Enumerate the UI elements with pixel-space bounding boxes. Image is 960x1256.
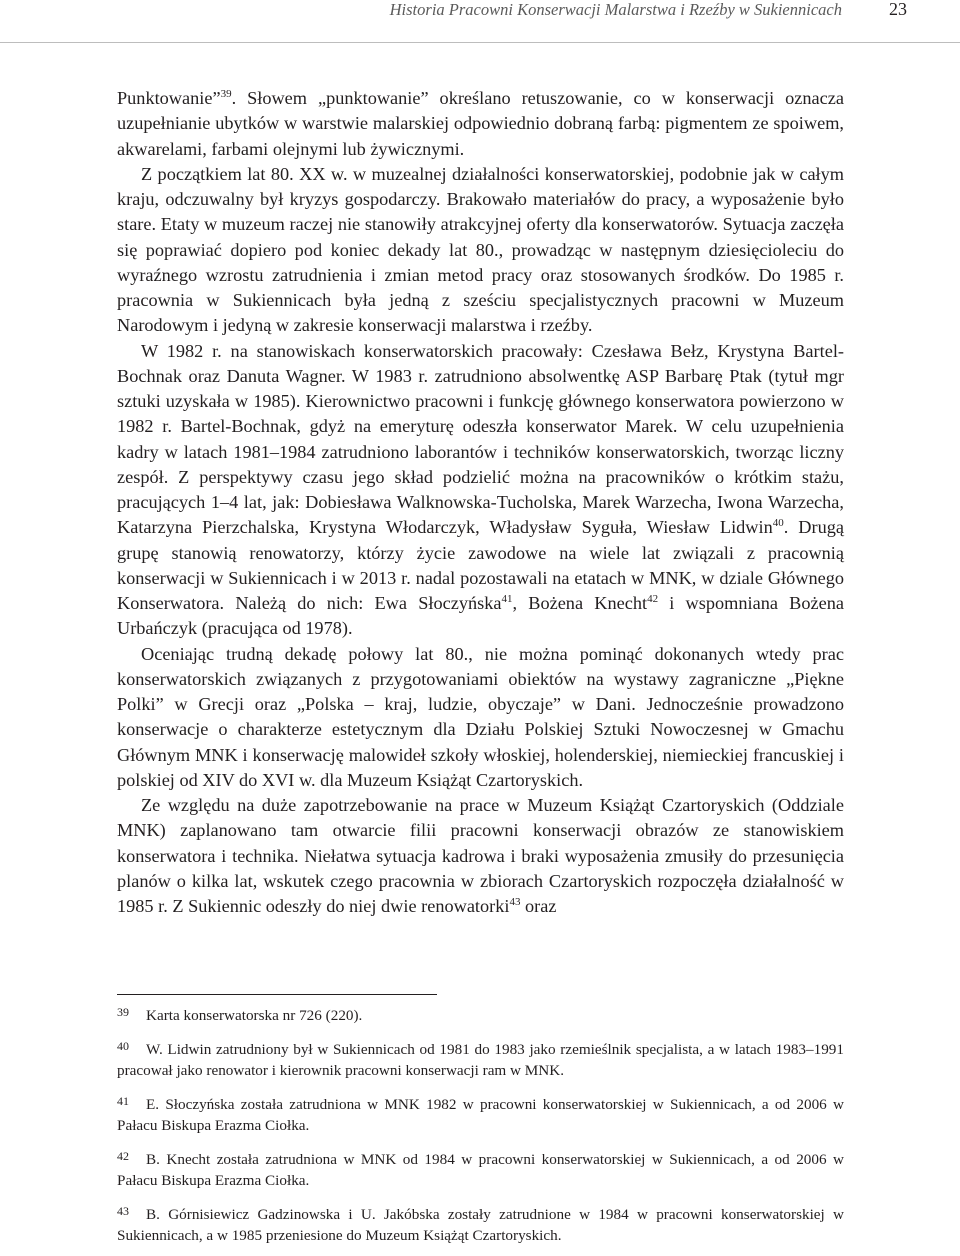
running-title: Historia Pracowni Konserwacji Malarstwa i Rzeźby w Sukiennicach xyxy=(389,0,842,19)
body-text xyxy=(117,86,844,919)
footnote-text: B. Górnisiewicz Gadzinowska i U. Jakóbska zostały zatrudnione w 1984 w pracowni konserwatorskiej w Sukiennicach, a w 1985 przeniesione do Muzeum Książąt Czartoryskich. xyxy=(117,1206,844,1244)
paragraph-text: , Bożena Knecht xyxy=(512,593,648,613)
page-header xyxy=(0,0,960,43)
paragraph xyxy=(117,642,844,794)
paragraph-text: W 1982 r. na stanowiskach konserwatorskich pracowały: Czesława Bełz, Krystyna Bartel-Bochnak oraz Danuta Wagner. W 1983 r. zatrudniono absolwentkę ASP Barbarę Ptak (tytuł mgr sztuki uzyskała w 1985). Kierownictwo pracowni i funkcję głównego konserwatora powierzono w 1982 r. Bartel-Bochnak, gdyż na emeryturę odeszła konserwator Marek. W celu uzupełnienia kadry w latach 1981–1984 zatrudniono laborantów i techników konserwatorskich, tworząc liczny zespół. Z perspektywy czasu jego skład podzielić można na pracowników o krótkim stażu, pracujących 1–4 lat, jak: Dobiesława Walknowska-Tucholska, Marek Warzecha, Iwona Warzecha, Katarzyna Pierzchalska, Krystyna Włodarczyk, Władysław Syguła, Wiesław Lidwin xyxy=(117,340,844,538)
footnote xyxy=(117,1091,844,1136)
footnote-text: Karta konserwatorska nr 726 (220). xyxy=(146,1007,363,1024)
paragraph xyxy=(117,793,844,919)
footnote-number: 40 xyxy=(117,1039,129,1053)
paragraph-text: oraz xyxy=(520,896,557,916)
footnote-number: 41 xyxy=(117,1094,129,1108)
footnotes xyxy=(117,1002,844,1256)
paragraph xyxy=(117,339,844,642)
footnote-separator xyxy=(117,994,437,995)
footnote xyxy=(117,1201,844,1246)
footnote-text: E. Słoczyńska została zatrudniona w MNK 1982 w pracowni konserwatorskiej w Sukiennicach, a od 2006 w Pałacu Biskupa Erazma Ciołka. xyxy=(117,1096,844,1134)
footnote-text: B. Knecht została zatrudniona w MNK od 1984 w pracowni konserwatorskiej w Sukiennicach, a od 2006 w Pałacu Biskupa Erazma Ciołka. xyxy=(117,1151,844,1189)
footnote-reference[interactable]: 42 xyxy=(647,593,659,605)
paragraph-text: Oceniając trudną dekadę połowy lat 80., nie można pominąć dokonanych wtedy prac konserwatorskich związanych z przygotowaniami obiektów na wystawy zagraniczne „Piękne Polki” w Grecji oraz „Polska – kraj, ludzie, obyczaje” w Dani. Jednocześnie prowadzono konserwacje o charakterze estetycznym dla Działu Polskiej Sztuki Nowoczesnej w Gmachu Głównym MNK i konserwację malowideł szkoły włoskiej, holenderskiej, niemieckiej francuskiej i polskiej od XIV do XVI w. dla Muzeum Książąt Czartoryskich. xyxy=(117,643,844,790)
footnote-number: 42 xyxy=(117,1149,129,1163)
footnote xyxy=(117,1002,844,1026)
paragraph-text: i wspomniana Bożena Urbańczyk (pracująca od 1978). xyxy=(117,593,844,639)
footnote-number: 43 xyxy=(117,1204,129,1218)
footnote-reference[interactable]: 40 xyxy=(772,517,784,530)
paragraph-text: . Słowem „punktowanie” określano retuszowanie, co w konserwacji oznacza uzupełnianie ubytków w warstwie malarskiej odpowiednio dobraną farbą: pigmentem ze spoiwem, akwarelami, farbami olejnymi lub żywicznymi. xyxy=(117,88,844,159)
footnote-reference[interactable]: 41 xyxy=(501,593,513,605)
footnote xyxy=(117,1146,844,1191)
footnote xyxy=(117,1036,844,1081)
footnote-number: 39 xyxy=(117,1005,129,1019)
paragraph-text: Z początkiem lat 80. XX w. w muzealnej działalności konserwatorskiej, podobnie jak w całym kraju, odczuwalny był kryzys gospodarczy. Brakowało materiałów do pracy, a wyposażenie było stare. Etaty w muzeum raczej nie stanowiły atrakcyjnej oferty dla konserwatorów. Sytuacja zaczęła się poprawiać dopiero pod koniec dekady lat 80., prowadząc w następnym dziesięcioleciu do wyraźnego wzrostu zatrudnienia i zmian metod pracy oraz stosowanych środków. Do 1985 r. pracownia w Sukiennicach była jedną z sześciu specjalistycznych pracowni w Muzeum Narodowym i jedyną w zakresie konserwacji malarstwa i rzeźby. xyxy=(117,163,844,336)
paragraph xyxy=(117,162,844,339)
paragraph-text: . Drugą grupę stanowią renowatorzy, którzy życie zawodowe na wiele lat związali z pracownią konserwacji w Sukiennicach i w 2013 r. nadal pozostawali na etatach w MNK, w dziale Głównego Konserwatora. Należą do nich: Ewa Słoczyńska xyxy=(117,517,844,613)
paragraph-text: Ze względu na duże zapotrzebowanie na prace w Muzeum Książąt Czartoryskich (Oddziale MNK) zaplanowano tam otwarcie filii pracowni konserwacji obrazów ze stanowiskiem konserwatora i technika. Niełatwa sytuacja kadrowa i braki wyposażenia zmusiły do przesunięcia planów o kilka lat, wskutek czego pracownia w zbiorach Czartoryskich rozpoczęła działalność w 1985 r. Z Sukiennic odeszły do niej dwie renowatorki xyxy=(117,795,844,916)
footnote-reference[interactable]: 39 xyxy=(220,88,232,100)
page-number: 23 xyxy=(889,0,907,19)
footnote-reference[interactable]: 43 xyxy=(509,896,521,908)
footnote-text: W. Lidwin zatrudniony był w Sukiennicach od 1981 do 1983 jako rzemieślnik specjalista, a w latach 1983–1991 pracował jako renowator i kierownik pracowni konserwacji ram w MNK. xyxy=(117,1041,844,1079)
paragraph-text: Punktowanie” xyxy=(117,88,221,108)
paragraph xyxy=(117,86,844,162)
